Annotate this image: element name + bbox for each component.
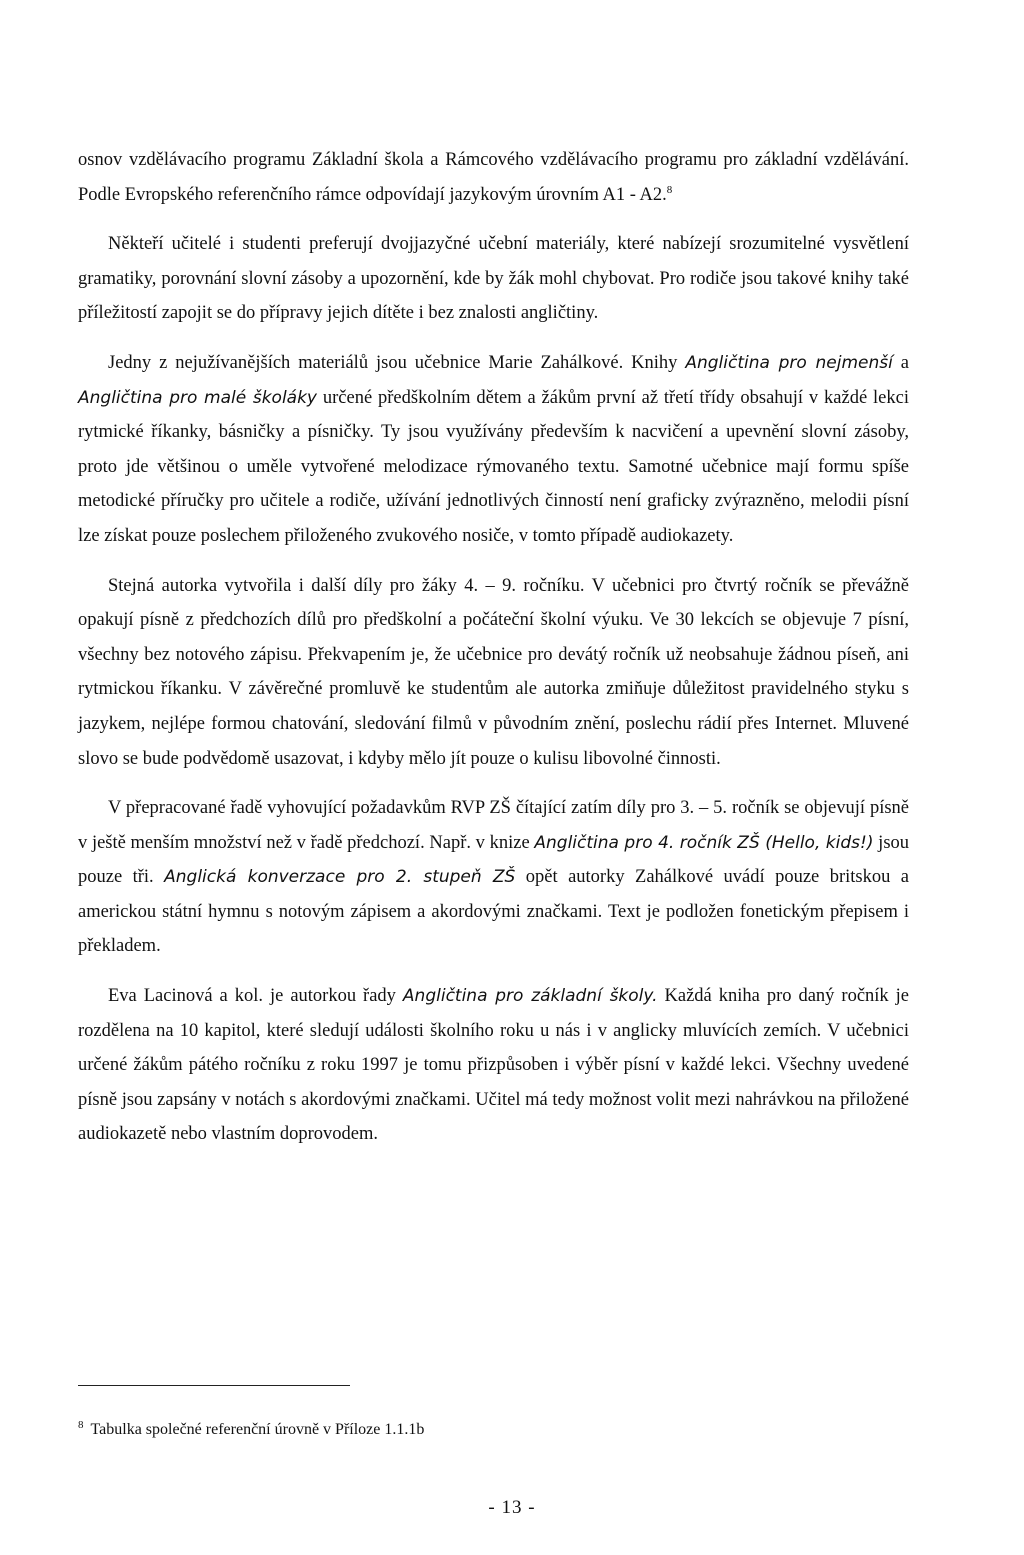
text-run: Někteří učitelé i studenti preferují dvojjazyčné učební materiály, které nabízejí srozumitelné vysvětlení gramatiky, porovnání slovní zásoby a upozornění, kde by žák mohl chybovat. Pro rodiče jsou takové knihy také příležitostí zapojit se do přípravy jejich dítěte i bez znalosti angličtiny.	[78, 234, 909, 324]
text-run: a	[892, 352, 909, 373]
text-run: jsou pouze tři.	[78, 832, 910, 888]
text-run: Jedny z nejužívanějších materiálů jsou učebnice Marie Zahálkové. Knihy	[108, 352, 686, 373]
footnote	[78, 1418, 425, 1439]
text-run: Eva Lacinová a kol. je autorkou řady	[108, 986, 403, 1007]
paragraph	[78, 227, 909, 331]
book-title: Anglická konverzace pro 2. stupeň ZŠ	[164, 867, 516, 888]
paragraph	[78, 569, 909, 777]
text-run: opět autorky Zahálkové uvádí pouze britskou a americkou státní hymnu s notovým zápisem a akordovými značkami. Text je podložen fonetickým přepisem i překladem.	[78, 867, 909, 957]
book-title: Angličtina pro malé školáky	[78, 387, 317, 408]
text-run: osnov vzdělávacího programu Základní škola a Rámcového vzdělávacího programu pro základní vzdělávání. Podle Evropského referenčního rámce odpovídají jazykovým úrovním A1 - A2.	[78, 150, 909, 205]
body-text	[78, 143, 909, 1152]
footnote-reference: 8	[666, 183, 673, 196]
book-title: Angličtina pro nejmenší	[685, 352, 893, 373]
paragraph	[78, 791, 909, 964]
text-run: V přepracované řadě vyhovující požadavkům RVP ZŠ čítající zatím díly pro 3. – 5. ročník se objevují písně v ještě menším množství než v řadě předchozí. Např. v knize	[78, 798, 909, 853]
text-run: určené předškolním dětem a žákům první až třetí třídy obsahují v každé lekci rytmické říkanky, básničky a písničky. Ty jsou využívány především k nacvičení a upevnění slovní zásoby, proto jde většinou o uměle vytvořené melodizace rýmovaného textu. Samotné učebnice mají formu spíše metodické příručky pro učitele a rodiče, užívání jednotlivých činností není graficky zvýrazněno, melodii písní lze získat pouze poslechem přiloženého zvukového nosiče, v tomto případě audiokazety.	[78, 387, 909, 546]
text-run: Každá kniha pro daný ročník je rozdělena na 10 kapitol, které sledují události školního roku u nás i v anglicky mluvících zemích. V učebnici určené žákům pátého ročníku z roku 1997 je tomu přizpůsoben i výběr písní v každé lekci. Všechny uvedené písně jsou zapsány v notách s akordovými značkami. Učitel má tedy možnost volit mezi nahrávkou na přiložené audiokazetě nebo vlastním doprovodem.	[78, 986, 910, 1145]
page-number: - 13 -	[488, 1497, 536, 1518]
paragraph	[78, 346, 909, 554]
footnote-mark: 8	[78, 1418, 84, 1431]
book-title: Angličtina pro 4. ročník ZŠ (Hello, kids!)	[534, 832, 874, 853]
paragraph	[78, 143, 909, 212]
footnote-separator	[78, 1385, 350, 1386]
text-run: Stejná autorka vytvořila i další díly pro žáky 4. – 9. ročníku. V učebnici pro čtvrtý ročník se převážně opakují písně z předchozích dílů pro předškolní a počáteční školní výuku. Ve 30 lekcích se objevuje 7 písní, všechny bez notového zápisu. Překvapením je, že učebnice pro devátý ročník už neobsahuje žádnou píseň, ani rytmickou říkanku. V závěrečné promluvě ke studentům ale autorka zmiňuje důležitost pravidelného styku s jazykem, nejlépe formou chatování, sledování filmů v původním znění, poslechu rádií přes Internet. Mluvené slovo se bude podvědomě usazovat, i kdyby mělo jít pouze o kulisu libovolné činnosti.	[78, 575, 909, 769]
paragraph	[78, 979, 909, 1152]
book-title: Angličtina pro základní školy.	[402, 986, 658, 1007]
footnote-text: Tabulka společné referenční úrovně v Příloze 1.1.1b	[90, 1421, 425, 1438]
